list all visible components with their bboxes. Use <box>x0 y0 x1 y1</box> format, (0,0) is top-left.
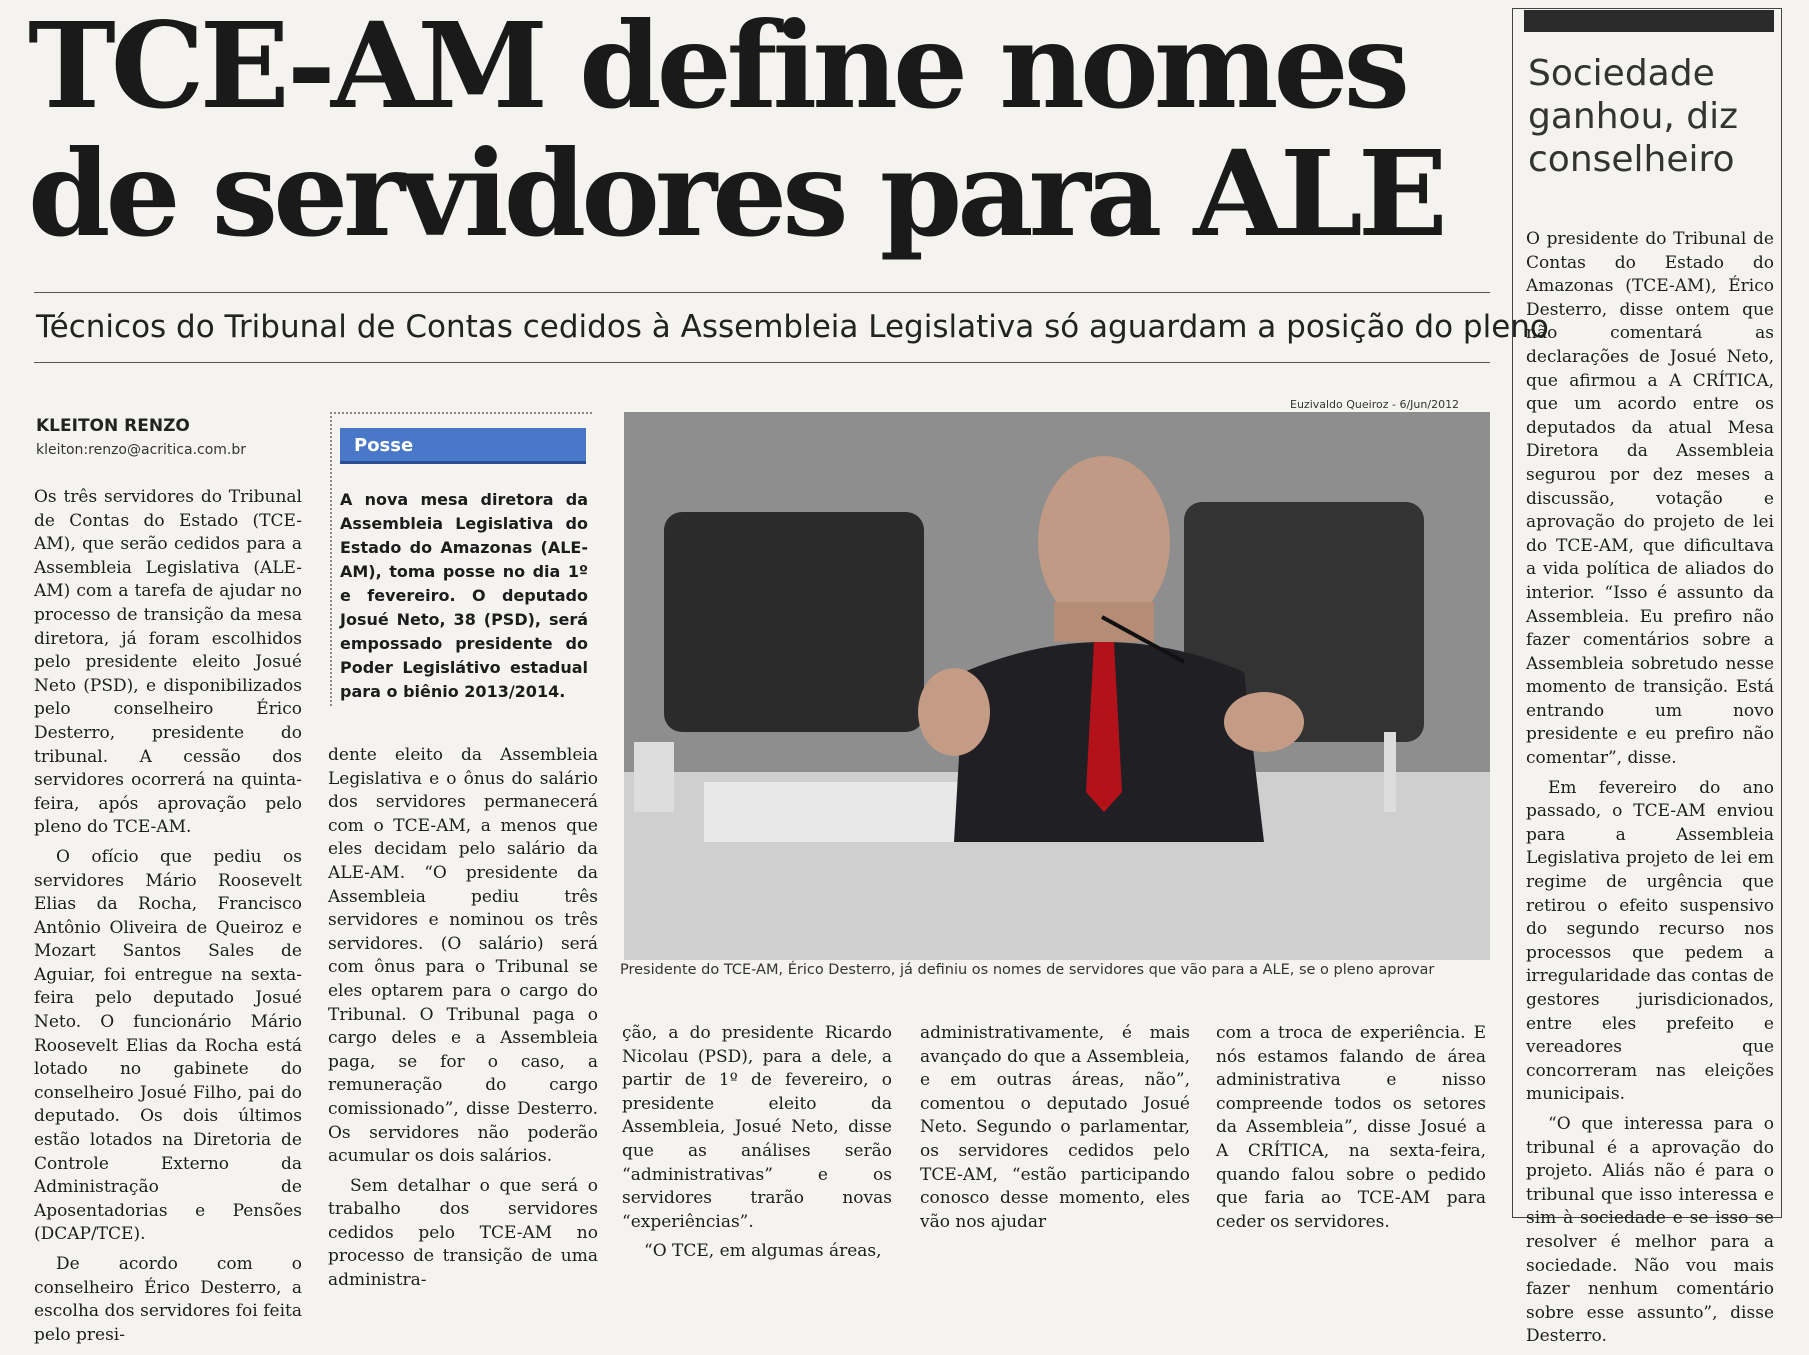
author-email[interactable]: kleiton:renzo@acritica.com.br <box>36 442 247 458</box>
subtitle: Técnicos do Tribunal de Contas cedidos à Assembleia Legislativa só aguardam a posição do pleno <box>36 309 1549 345</box>
headline-rule <box>34 292 1490 293</box>
body-column-1 <box>34 486 302 1353</box>
paragraph: Sem detalhar o que será o trabalho dos servidores cedidos pelo TCE-AM no processo de transição de uma administra- <box>328 1175 598 1291</box>
paragraph: dente eleito da Assembleia Legislativa e o ônus do salário dos servidores permanecerá com o TCE-AM, a menos que eles decidam pelo salário da ALE-AM. “O presidente da Assembleia pediu três servidores e nominou os três servidores. (O salário) será com ônus para o Tribunal se eles optarem para o cargo do Tribunal. O Tribunal paga o cargo deles e a Assembleia paga, se for o caso, a remuneração do cargo comissionado”, disse Desterro. Os servidores não poderão acumular os dois salários. <box>328 745 598 1167</box>
paragraph: O ofício que pediu os servidores Mário Roosevelt Elias da Rocha, Francisco Antônio Oliveira de Queiroz e Mozart Santos Sales de Aguiar, foi entregue na sexta-feira pelo deputado Josué Neto. O funcionário Mário Roosevelt Elias da Rocha está lotado no gabinete do conselheiro Josué Filho, pai do deputado. Os dois últimos estão lotados na Diretoria de Controle Externo da Administração de Aposentadorias e Pensões (DCAP/TCE). <box>34 846 302 1245</box>
side-article-title: Sociedade ganhou, diz conselheiro <box>1528 53 1739 180</box>
photo-caption: Presidente do TCE-AM, Érico Desterro, já definiu os nomes de servidores que vão para a ALE, se o pleno aprovar <box>620 962 1435 978</box>
paragraph: administrativamente, é mais avançado do que a Assembleia, e em outras áreas, não”, comentou o deputado Josué Neto. Segundo o parlamentar, os servidores cedidos pelo TCE-AM, “estão participando conosco desse momento, eles vão nos ajudar <box>920 1023 1190 1232</box>
photo-presidente <box>624 412 1490 960</box>
posse-text: A nova mesa diretora da Assembleia Legislativa do Estado do Amazonas (ALE-AM), toma posse no dia 1º e fevereiro. O deputado Josué Neto, 38 (PSD), será empossado presidente do Poder Legislátivo estadual para o biênio 2013/2014. <box>340 490 588 701</box>
body-column-5 <box>1216 1022 1486 1240</box>
headline <box>28 0 1508 263</box>
paragraph: “O TCE, em algumas áreas, <box>644 1241 882 1262</box>
paragraph: O presidente do Tribunal de Contas do Estado do Amazonas (TCE-AM), Érico Desterro, disse ontem que não comentará as declarações de Josué Neto, que afirmou a A CRÍTICA, que um acordo entre os deputados da atual Mesa Diretora da Assembleia segurou por dez meses a discussão, votação e aprovação do projeto de lei do TCE-AM, que dificultava a vida política de aliados do interior. “Isso é assunto da Assembleia. Eu prefiro não fazer comentários sobre a Assembleia sobretudo nesse momento de transição. Está entrando um novo presidente e eu prefiro não comentar”, disse. <box>1526 229 1774 769</box>
posse-tag: Posse <box>340 428 586 464</box>
paragraph: Em fevereiro do ano passado, o TCE-AM enviou para a Assembleia Legislativa projeto de lei em regime de urgência que retirou o efeito suspensivo do segundo recurso nos processos que pedem a irregularidade das contas de gestores jurisdicionados, entre eles prefeito e vereadores que concorreram nas eleições municipais. <box>1526 777 1774 1105</box>
headline-line-2: de servidores para ALE <box>28 124 1443 263</box>
body-column-4 <box>920 1022 1190 1240</box>
paragraph: “O que interessa para o tribunal é a aprovação do projeto. Aliás não é para o tribunal que isso interessa e sim à sociedade e se isso se resolver é melhor para a sociedade. Não vou mais fazer nenhum comentário sobre esse assunto”, disse Desterro. <box>1526 1113 1774 1347</box>
author-name: KLEITON RENZO <box>36 416 190 436</box>
paragraph: ção, a do presidente Ricardo Nicolau (PSD), para a dele, a partir de 1º de fevereiro, o presidente eleito da Assembleia, Josué Neto, disse que as análises serão “administrativas” e os servidores trarão novas “experiências”. <box>622 1023 892 1232</box>
body-column-2 <box>328 744 598 1299</box>
subtitle-rule <box>34 362 1490 363</box>
body-column-3 <box>622 1022 892 1270</box>
headline-line-1: TCE-AM define nomes <box>28 0 1406 135</box>
paragraph: Os três servidores do Tribunal de Contas do Estado (TCE-AM), que serão cedidos para a Assembleia Legislativa (ALE-AM) com a tarefa de ajudar no processo de transição da mesa diretora, já foram escolhidos pelo presidente eleito Josué Neto (PSD), e disponibilizados pelo conselheiro Érico Desterro, presidente do tribunal. A cessão dos servidores ocorrerá na quinta-feira, após aprovação pelo pleno do TCE-AM. <box>34 487 302 838</box>
photo-illustration <box>624 412 1490 960</box>
side-article-body <box>1526 228 1774 1355</box>
paragraph: com a troca de experiência. E nós estamos falando de área administrativa e nisso compreende todos os setores da Assembleia”, disse Josué a A CRÍTICA, na sexta-feira, quando falou sobre o pedido que faria ao TCE-AM para ceder os servidores. <box>1216 1023 1486 1232</box>
photo-credit: Euzivaldo Queiroz - 6/Jun/2012 <box>1290 398 1460 411</box>
side-article-bar <box>1524 10 1774 32</box>
paragraph: De acordo com o conselheiro Érico Desterro, a escolha dos servidores foi feita pelo presi- <box>34 1254 302 1345</box>
